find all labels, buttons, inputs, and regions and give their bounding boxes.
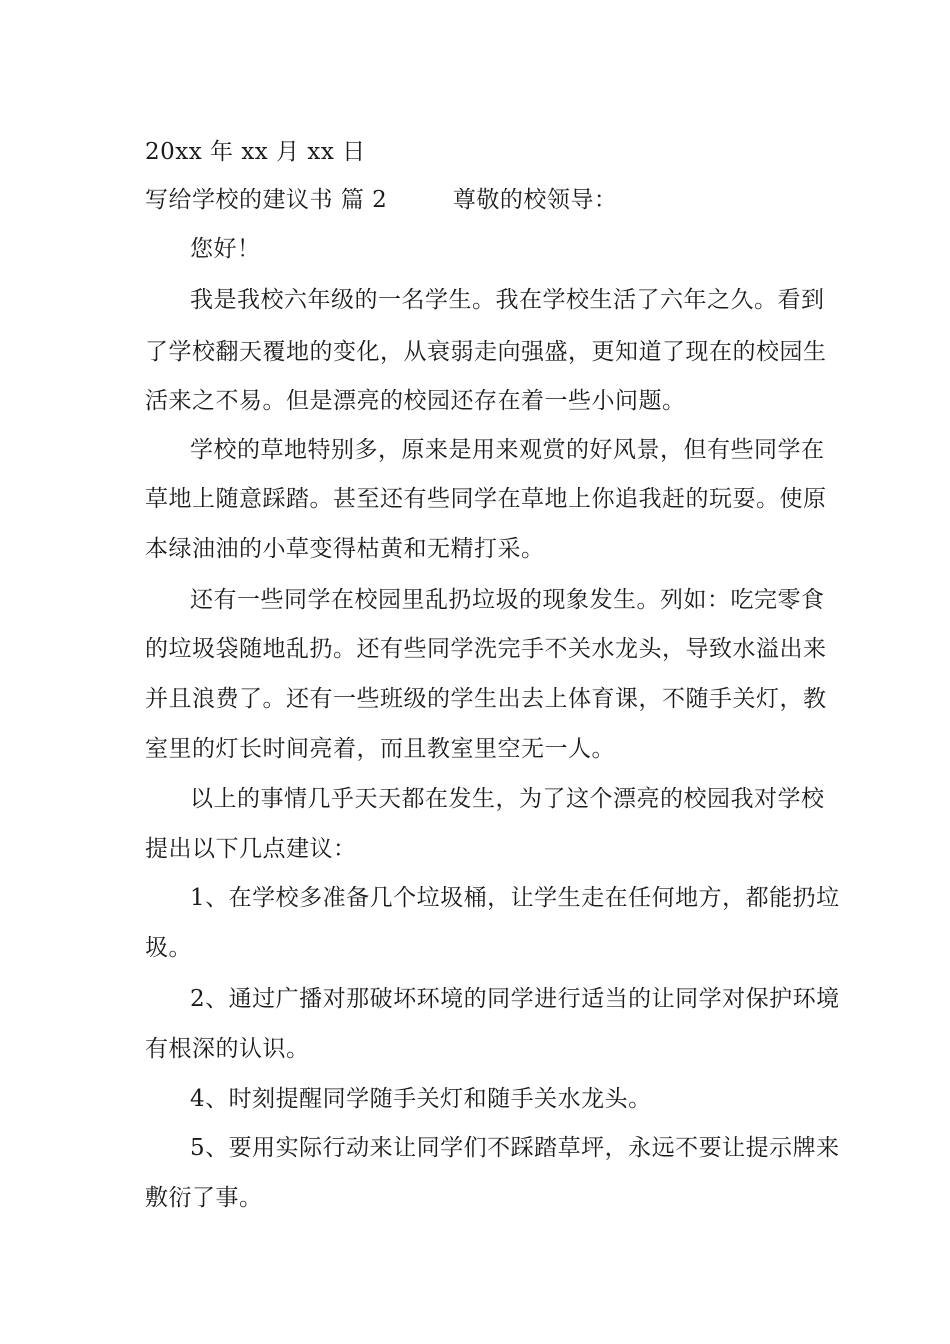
heading-line [145, 184, 617, 216]
paragraph-line: 本绿油油的小草变得枯黄和无精打采。 [145, 536, 545, 562]
paragraph-line: 我是我校六年级的一名学生。我在学校生活了六年之久。看到 [190, 287, 825, 313]
suggestion-item: 5、要用实际行动来让同学们不踩踏草坪，永远不要让提示牌来 [190, 1135, 840, 1161]
paragraph-line: 活来之不易。但是漂亮的校园还存在着一些小问题。 [145, 388, 686, 414]
paragraph-line: 还有一些同学在校园里乱扔垃圾的现象发生。列如：吃完零食 [190, 587, 825, 613]
paragraph-line: 草地上随意踩踏。甚至还有些同学在草地上你追我赶的玩耍。使原 [145, 486, 827, 512]
paragraph-line: 提出以下几点建议： [145, 836, 357, 862]
suggestion-item-cont: 圾。 [145, 935, 192, 961]
paragraph-line: 的垃圾袋随地乱扔。还有些同学洗完手不关水龙头，导致水溢出来 [145, 636, 827, 662]
salutation: 尊敬的校领导： [452, 187, 618, 213]
document-title: 写给学校的建议书 [145, 187, 333, 213]
greeting: 您好！ [190, 236, 261, 262]
suggestion-item: 1、在学校多准备几个垃圾桶，让学生走在任何地方，都能扔垃 [190, 885, 840, 911]
paragraph-line: 以上的事情几乎天天都在发生，为了这个漂亮的校园我对学校 [190, 786, 825, 812]
paragraph-line: 了学校翻天覆地的变化，从衰弱走向强盛，更知道了现在的校园生 [145, 339, 827, 365]
paragraph-line: 室里的灯长时间亮着，而且教室里空无一人。 [145, 736, 615, 762]
section-label: 篇 2 [340, 187, 388, 213]
suggestion-item: 2、通过广播对那破坏环境的同学进行适当的让同学对保护环境 [190, 986, 840, 1012]
date-line: 20xx 年 xx 月 xx 日 [145, 139, 366, 165]
paragraph-line: 学校的草地特别多，原来是用来观赏的好风景，但有些同学在 [190, 437, 825, 463]
suggestion-item-cont: 有根深的认识。 [145, 1036, 310, 1062]
paragraph-line: 并且浪费了。还有一些班级的学生出去上体育课，不随手关灯，教 [145, 686, 827, 712]
suggestion-item: 4、时刻提醒同学随手关灯和随手关水龙头。 [190, 1086, 652, 1112]
suggestion-item-cont: 敷衍了事。 [145, 1185, 263, 1211]
